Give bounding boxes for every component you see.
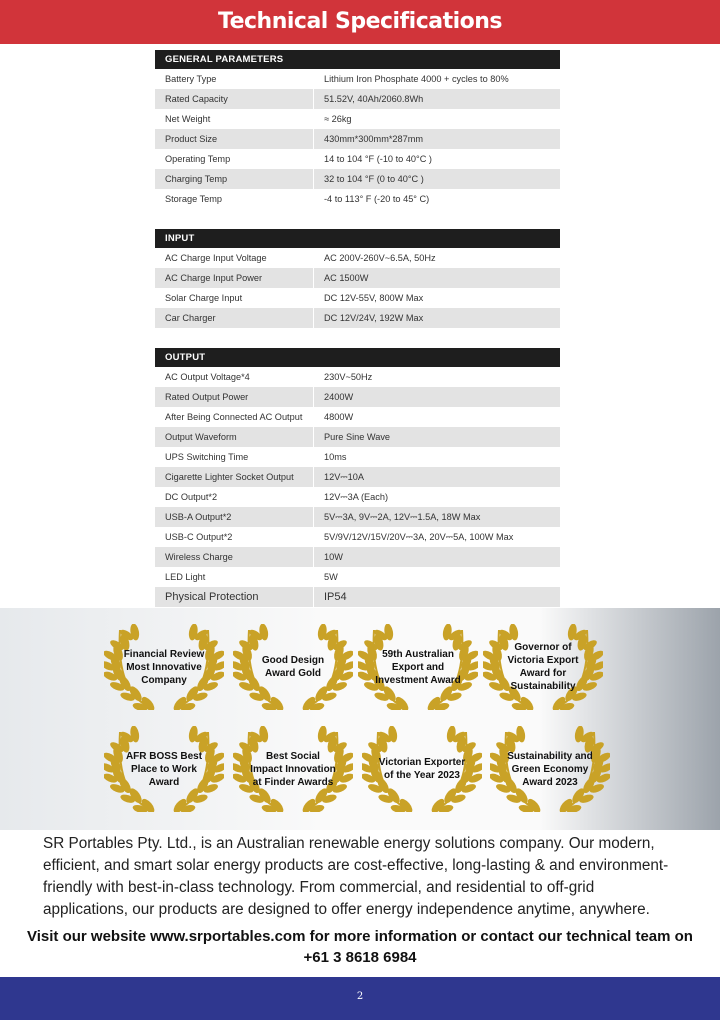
page-footer — [0, 977, 720, 1020]
spec-row — [155, 447, 560, 467]
spec-value: Lithium Iron Phosphate 4000 + cycles to 80% — [324, 74, 509, 84]
spec-row — [155, 189, 560, 209]
page-header — [0, 0, 720, 44]
contact-call-to-action: Visit our website www.srportables.com for more information or contact our technical team on +61 3 8618 6984 — [27, 928, 693, 966]
spec-label: Operating Temp — [155, 149, 314, 169]
spec-value: DC 12V-55V, 800W Max — [324, 293, 424, 303]
spec-label: Rated Output Power — [155, 387, 314, 407]
award-title: 59th Australian Export and Investment Award — [375, 648, 461, 686]
award-title: Governor of Victoria Export Award for Sustainability — [507, 642, 579, 692]
award-title: Financial Review Most Innovative Company — [123, 648, 205, 686]
spec-label: After Being Connected AC Output — [155, 407, 314, 427]
spec-value: 430mm*300mm*287mm — [324, 134, 424, 144]
spec-value: Pure Sine Wave — [324, 432, 391, 442]
spec-value: 5V⎓3A, 9V⎓2A, 12V⎓1.5A, 18W Max — [324, 512, 481, 522]
spec-value: 2400W — [324, 392, 354, 402]
spec-row — [155, 308, 560, 328]
spec-label: Product Size — [155, 129, 314, 149]
spec-row — [155, 69, 560, 89]
spec-value: ≈ 26kg — [324, 114, 352, 124]
spec-value: 230V~50Hz — [324, 372, 373, 382]
spec-value: 14 to 104 °F (-10 to 40°C ) — [324, 154, 432, 164]
page-title: Technical Specifications — [217, 9, 503, 34]
spec-label: AC Charge Input Voltage — [155, 248, 314, 268]
spec-value: 12V⎓10A — [324, 472, 365, 482]
award-badge — [358, 624, 478, 710]
spec-value: DC 12V/24V, 192W Max — [324, 313, 424, 323]
output-rows — [155, 367, 560, 607]
award-title: AFR BOSS Best Place to Work Award — [125, 750, 203, 788]
spec-value: 5V/9V/12V/15V/20V⎓3A, 20V⎓5A, 100W Max — [324, 532, 514, 542]
spec-row — [155, 527, 560, 547]
spec-value: AC 1500W — [324, 273, 369, 283]
spec-row — [155, 109, 560, 129]
spec-label: Solar Charge Input — [155, 288, 314, 308]
award-title: Good Design Award Gold — [261, 655, 325, 679]
award-title: Sustainability and Green Economy Award 2023 — [507, 750, 593, 788]
awards-panel — [0, 608, 720, 830]
section-header-output: OUTPUT — [155, 348, 560, 367]
spec-label: Battery Type — [155, 69, 314, 89]
spec-row — [155, 547, 560, 567]
spec-value: 51.52V, 40Ah/2060.8Wh — [324, 94, 424, 104]
spec-label: AC Output Voltage*4 — [155, 367, 314, 387]
award-badge — [104, 624, 224, 710]
spec-label: Wireless Charge — [155, 547, 314, 567]
spec-value: AC 200V-260V~6.5A, 50Hz — [324, 253, 436, 263]
spec-row — [155, 288, 560, 308]
input-rows — [155, 248, 560, 328]
spec-value: 4800W — [324, 412, 354, 422]
spec-value: 12V⎓3A (Each) — [324, 492, 389, 502]
spec-value: 10W — [324, 552, 343, 562]
spec-label: Charging Temp — [155, 169, 314, 189]
spec-label: Net Weight — [155, 109, 314, 129]
award-badge — [490, 726, 610, 812]
spec-table — [155, 50, 560, 607]
spec-row — [155, 248, 560, 268]
award-title: Victorian Exporter of the Year 2023 — [378, 757, 466, 781]
spec-value: 32 to 104 °F (0 to 40°C ) — [324, 174, 424, 184]
spec-row — [155, 587, 560, 607]
section-header-input: INPUT — [155, 229, 560, 248]
spec-label: Physical Protection — [155, 587, 314, 607]
company-description: SR Portables Pty. Ltd., is an Australian renewable energy solutions company. Our modern, efficient, and smart solar energy products are cost-effective, long-lasting & and environment-friendly with best-in-class technology. From commercial, and residential to off-grid applications, our products are designed to offer energy independence anytime, anywhere. — [43, 835, 669, 918]
general-rows — [155, 69, 560, 209]
spec-label: LED Light — [155, 567, 314, 587]
spec-row — [155, 507, 560, 527]
spec-row — [155, 487, 560, 507]
spec-row — [155, 567, 560, 587]
spec-row — [155, 169, 560, 189]
spec-row — [155, 427, 560, 447]
spec-row — [155, 467, 560, 487]
spec-label: USB-C Output*2 — [155, 527, 314, 547]
spec-row — [155, 89, 560, 109]
award-badge — [483, 624, 603, 710]
page-number: 2 — [356, 991, 364, 1002]
spec-label: Cigarette Lighter Socket Output — [155, 467, 314, 487]
spec-label: Output Waveform — [155, 427, 314, 447]
spec-row — [155, 149, 560, 169]
award-title: Best Social Impact Innovation at Finder Awards — [250, 750, 336, 788]
spec-label: DC Output*2 — [155, 487, 314, 507]
spec-label: Car Charger — [155, 308, 314, 328]
spec-value: IP54 — [324, 591, 347, 603]
spec-label: AC Charge Input Power — [155, 268, 314, 288]
spec-label: UPS Switching Time — [155, 447, 314, 467]
spec-value: 5W — [324, 572, 338, 582]
section-gap — [155, 328, 560, 348]
award-badge — [233, 624, 353, 710]
spec-row — [155, 387, 560, 407]
spec-row — [155, 367, 560, 387]
spec-label: Storage Temp — [155, 189, 314, 209]
section-gap — [155, 209, 560, 229]
spec-row — [155, 407, 560, 427]
spec-label: USB-A Output*2 — [155, 507, 314, 527]
spec-row — [155, 268, 560, 288]
award-badge — [233, 726, 353, 812]
section-header-general: GENERAL PARAMETERS — [155, 50, 560, 69]
spec-label: Rated Capacity — [155, 89, 314, 109]
spec-value: -4 to 113° F (-20 to 45° C) — [324, 194, 430, 204]
award-badge — [362, 726, 482, 812]
spec-row — [155, 129, 560, 149]
spec-value: 10ms — [324, 452, 347, 462]
award-badge — [104, 726, 224, 812]
